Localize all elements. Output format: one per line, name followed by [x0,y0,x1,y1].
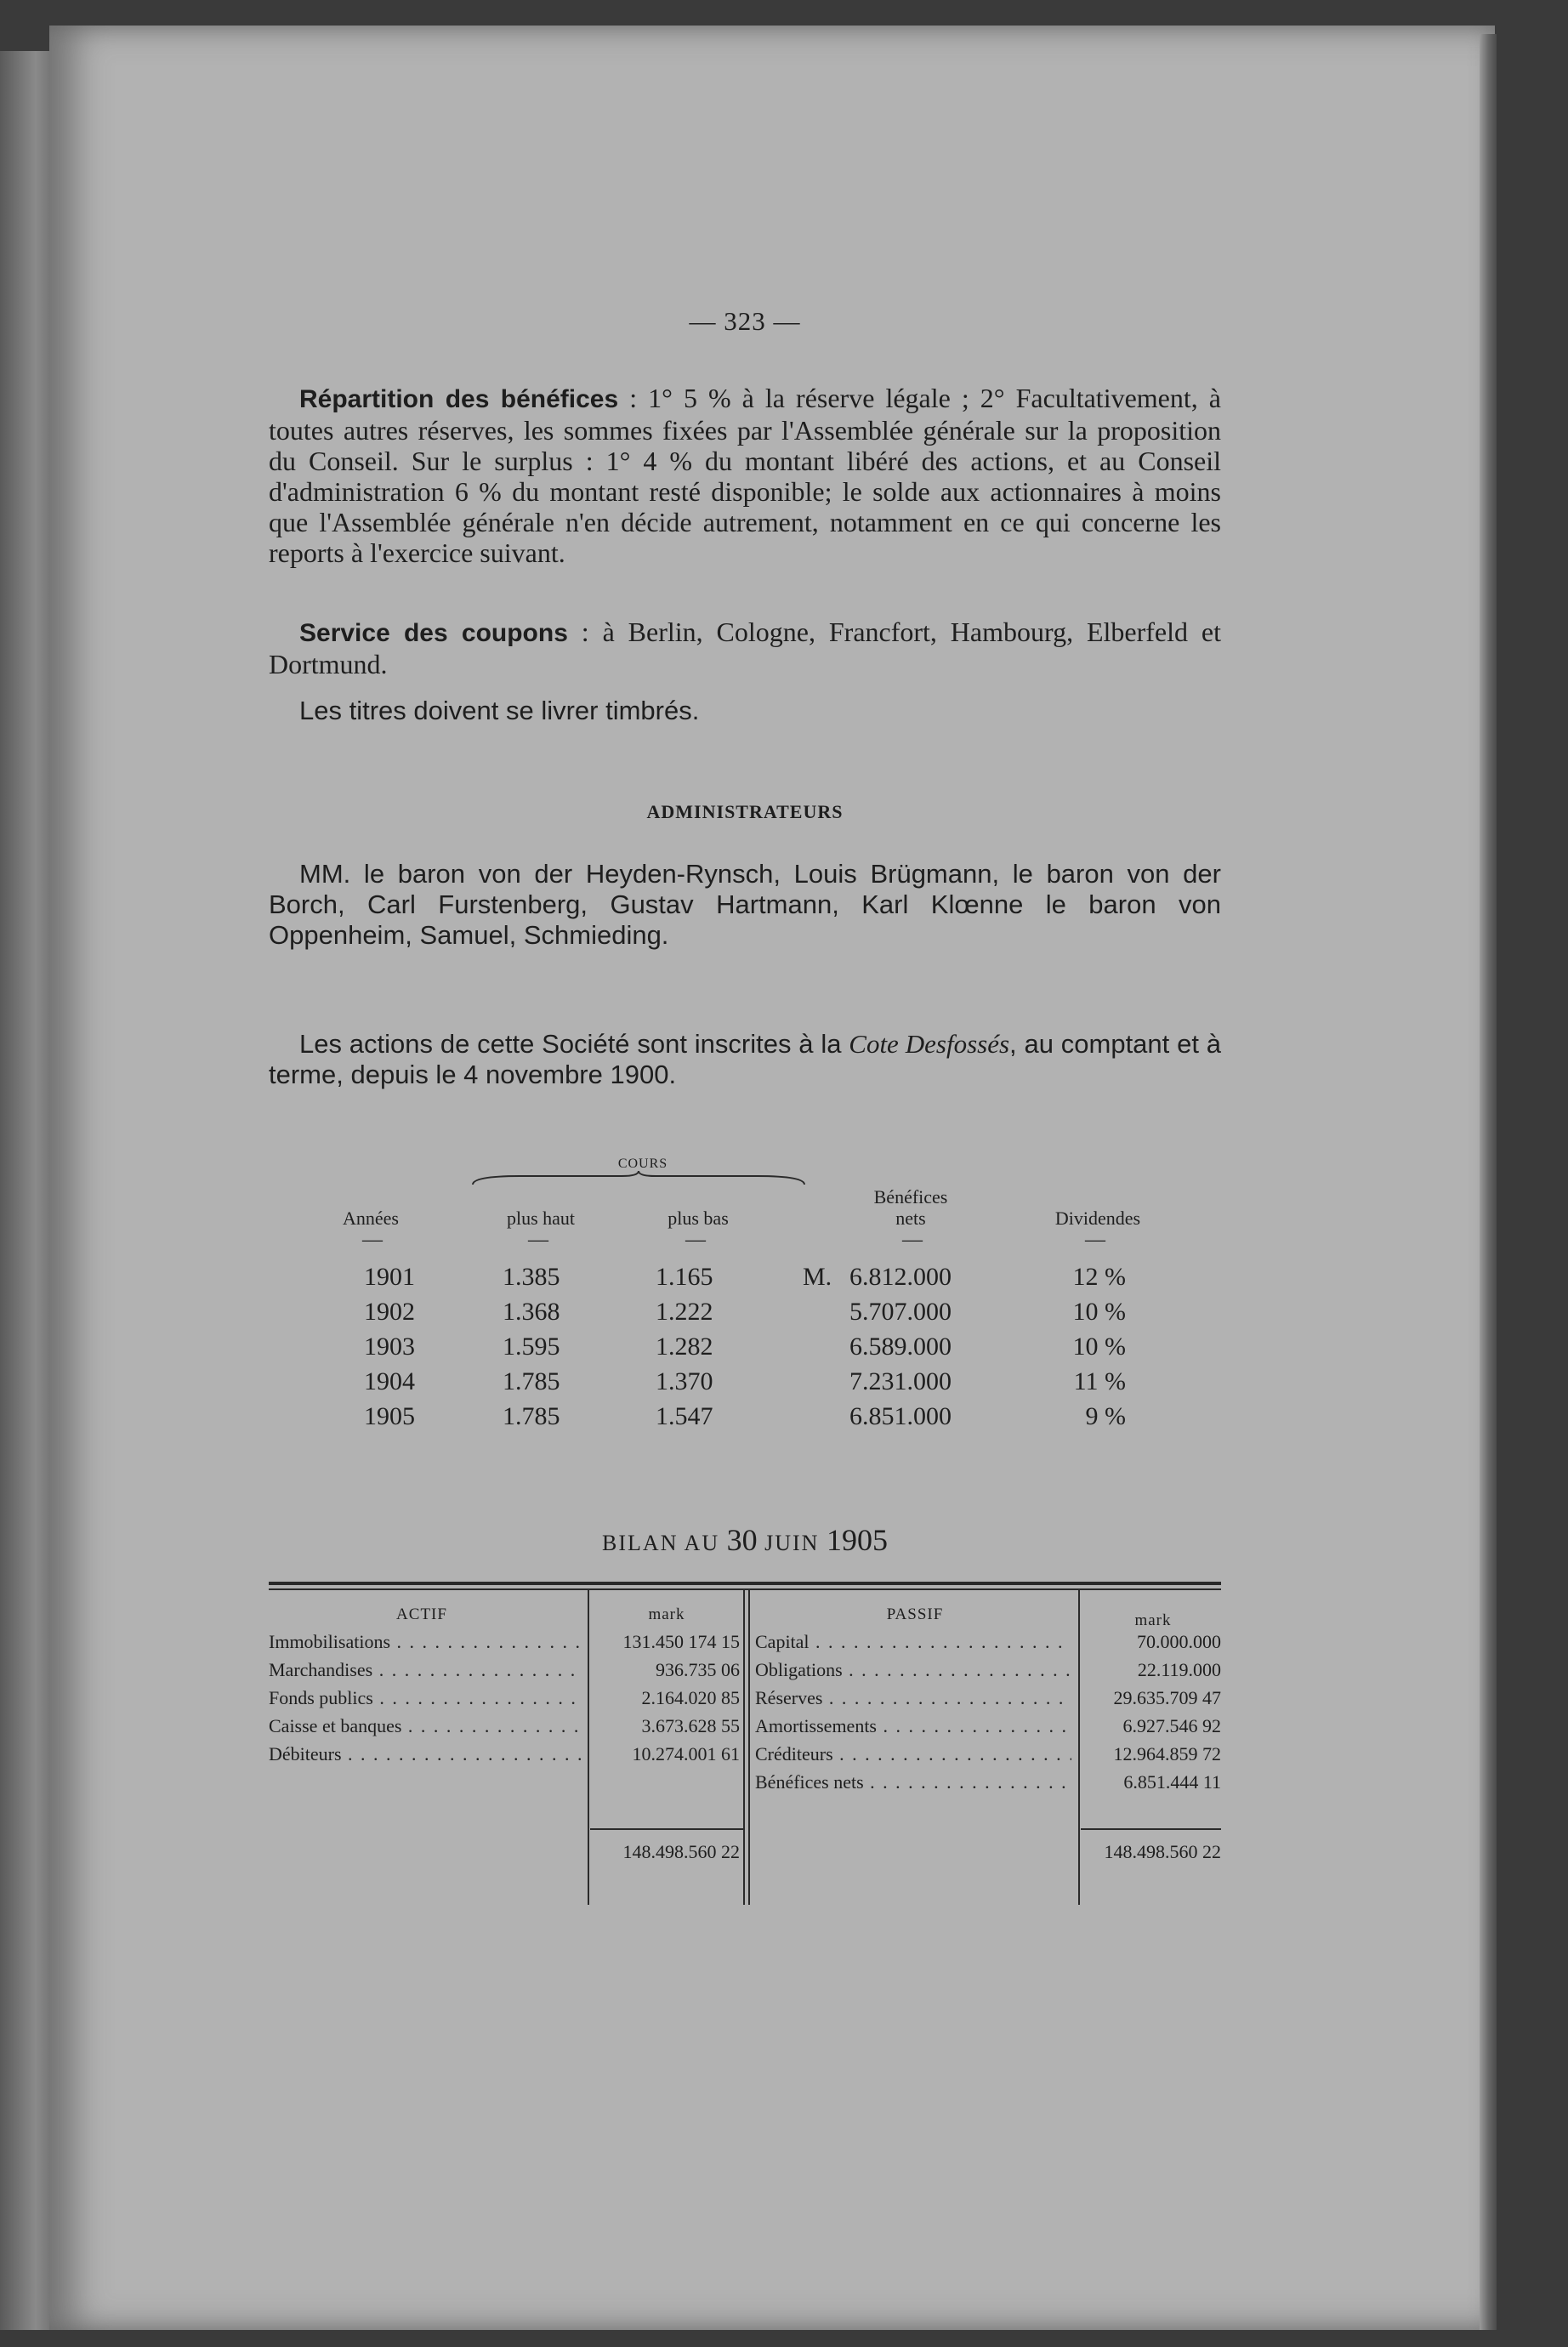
passif-mark-header: mark [1134,1611,1172,1629]
passif-value: 70.000.000 [1137,1631,1221,1652]
history-row [269,1367,1221,1401]
dash-annees: — [362,1229,383,1251]
cours-brace [469,1169,809,1186]
header-plus-bas: plus bas [668,1208,729,1229]
annee-cell: 1904 [364,1367,415,1395]
passif-header: PASSIF [886,1605,944,1623]
total-actif: 148.498.560 22 [622,1841,740,1862]
dividende-cell: 10 % [1072,1333,1126,1361]
actif-header: ACTIF [396,1605,447,1623]
actif-label: Immobilisations . . . [269,1631,582,1659]
administrateurs-title: ADMINISTRATEURS [646,801,844,822]
dividende-cell: 12 % [1072,1263,1126,1291]
bilan-vline-2 [743,1590,745,1905]
plus-haut-cell: 1.368 [503,1298,560,1326]
history-row [269,1298,1221,1332]
page-edge [1480,34,1497,2330]
actif-value: 10.274.001 61 [632,1743,740,1765]
passif-value: 29.635.709 47 [1113,1687,1221,1708]
bilan-title-prefix: BILAN AU [602,1531,727,1555]
bilan-title-day: 30 [726,1523,758,1557]
coupons-paragraph [269,617,1221,679]
actif-value: 2.164.020 85 [641,1687,740,1708]
actif-mark-header: mark [648,1605,685,1623]
history-row [269,1333,1221,1367]
actif-value: 936.735 06 [656,1659,740,1680]
plus-bas-cell: 1.370 [656,1367,713,1395]
actions-text-before: Les actions de cette Société sont inscrites à la [299,1029,849,1059]
plus-haut-cell: 1.385 [503,1263,560,1291]
actif-label: Marchandises . . . [269,1659,582,1687]
plus-haut-cell: 1.785 [503,1367,560,1395]
history-row [269,1263,1221,1297]
plus-bas-cell: 1.222 [656,1298,713,1326]
passif-value: 12.964.859 72 [1113,1743,1221,1765]
plus-bas-cell: 1.165 [656,1263,713,1291]
benefices-cell: 5.707.000 [849,1298,952,1326]
actions-text-after: , au comptant et à terme, depuis le 4 novembre 1900. [269,1029,1221,1089]
actif-label: Fonds publics . . . [269,1687,582,1715]
passif-value: 6.851.444 11 [1123,1771,1221,1793]
passif-label: Amortissements . . . [755,1715,1071,1743]
actif-total-rule [590,1828,743,1830]
actif-value: 3.673.628 55 [641,1715,740,1736]
history-row [269,1402,1221,1436]
bilan-vline-1 [588,1590,589,1905]
titres-paragraph: Les titres doivent se livrer timbrés. [299,696,700,725]
passif-label: Créditeurs . . . [755,1743,1071,1771]
dividende-cell: 11 % [1073,1367,1126,1395]
total-passif: 148.498.560 22 [1104,1841,1221,1862]
header-nets: nets [895,1208,926,1229]
header-dividendes: Dividendes [1054,1208,1141,1229]
bilan-title-year: 1905 [826,1523,888,1557]
dividende-cell: 10 % [1072,1298,1126,1326]
currency-prefix: M. [803,1263,832,1291]
bilan-vline-3 [748,1590,750,1905]
repartition-lead: Répartition des bénéfices [299,385,619,413]
bilan-top-rule [269,1582,1221,1585]
actif-label: Caisse et banques . . . [269,1715,582,1743]
benefices-cell: 6.851.000 [849,1402,952,1430]
dash-benefices: — [902,1229,923,1251]
passif-label: Capital . . . [755,1631,1071,1659]
bilan-title [269,1522,1221,1558]
cote-desfosses: Cote Desfossés [849,1029,1010,1059]
actif-value: 131.450 174 15 [622,1631,740,1652]
header-annees: Années [343,1208,399,1229]
page-number: — 323 — [689,306,801,336]
dash-dividendes: — [1085,1229,1105,1251]
annee-cell: 1903 [364,1333,415,1361]
dash-plus-haut: — [528,1229,548,1251]
bilan-title-month: JUIN [757,1531,827,1555]
passif-total-rule [1081,1828,1221,1830]
passif-value: 6.927.546 92 [1122,1715,1221,1736]
coupons-lead: Service des coupons [299,619,568,647]
benefices-cell: 6.812.000 [849,1263,952,1291]
actif-label: Débiteurs . . . [269,1743,582,1771]
plus-bas-cell: 1.282 [656,1333,713,1361]
plus-bas-cell: 1.547 [656,1402,713,1430]
passif-label: Obligations . . . [755,1659,1071,1687]
cours-label: COURS [617,1156,668,1171]
repartition-paragraph [269,383,1221,568]
repartition-text: : 1° 5 % à la réserve légale ; 2° Facultativement, à toutes autres réserves, les sommes fixées par l'Assemblée générale sur la proposition du Conseil. Sur le surplus : 1° 4 % du montant libéré des actions, et au Conseil d'administration 6 % du montant resté disponible; le solde aux actionnaires à moins que l'Assemblée générale n'en décide autrement, notamment en ce qui concerne les reports à l'exercice suivant. [269,383,1221,568]
bilan-vline-4 [1078,1590,1080,1905]
passif-label: Réserves . . . [755,1687,1071,1715]
administrateurs-text: MM. le baron von der Heyden-Rynsch, Louis Brügmann, le baron von der Borch, Carl Furstenberg, Gustav Hartmann, Karl Klœnne le baron von Oppenheim, Samuel, Schmieding. [269,859,1221,950]
passif-label: Bénéfices nets . . . [755,1771,1071,1799]
passif-value: 22.119.000 [1137,1659,1221,1680]
dividende-cell: 9 % [1085,1402,1126,1430]
dash-plus-bas: — [685,1229,706,1251]
header-plus-haut: plus haut [506,1208,576,1229]
header-benefices: Bénéfices [873,1186,948,1208]
annee-cell: 1902 [364,1298,415,1326]
annee-cell: 1901 [364,1263,415,1291]
actions-paragraph [269,1029,1221,1090]
plus-haut-cell: 1.785 [503,1402,560,1430]
benefices-cell: 7.231.000 [849,1367,952,1395]
benefices-cell: 6.589.000 [849,1333,952,1361]
coupons-text: : à Berlin, Cologne, Francfort, Hambourg, Elberfeld et Dortmund. [269,617,1222,679]
plus-haut-cell: 1.595 [503,1333,560,1361]
annee-cell: 1905 [364,1402,415,1430]
